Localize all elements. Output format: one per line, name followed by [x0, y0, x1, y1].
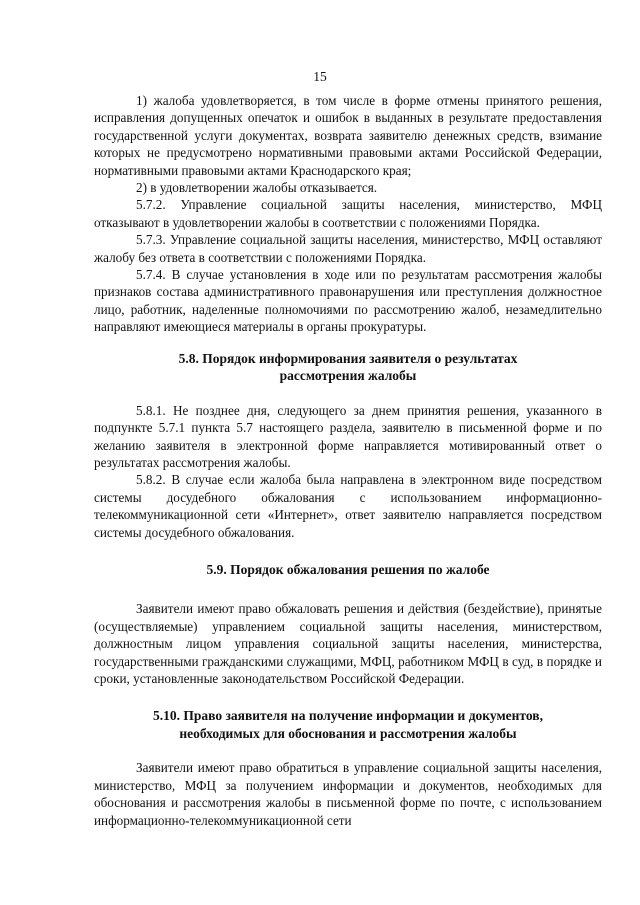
section-heading-5-10-line2: необходимых для обоснования и рассмотрения жалобы — [179, 725, 517, 741]
paragraph-572: 5.7.2. Управление социальной защиты населения, министерство, МФЦ отказывают в удовлетворении жалобы в соответствии с положениями Порядка. — [94, 197, 602, 230]
paragraph-510: Заявители имеют право обратиться в управление социальной защиты населения, министерство, МФЦ за получением информации и документов, необходимых для обоснования и рассмотрения жалобы в письменной форме по почте, с использованием информационно-телекоммуникационной сети — [94, 760, 602, 828]
paragraph-574: 5.7.4. В случае установления в ходе или по результатам рассмотрения жалобы признаков состава административного правонарушения или преступления должностное лицо, работник, наделенные полномочиями по рассмотрению жалоб, незамедлительно направляют имеющиеся материалы в органы прокуратуры. — [94, 267, 602, 335]
document-body — [94, 92, 602, 829]
paragraph-571-item-2: 2) в удовлетворении жалобы отказывается. — [136, 180, 378, 196]
paragraph-59: Заявители имеют право обжаловать решения и действия (бездействие), принятые (осуществляемые) управлением социальной защиты населения, министерством, должностным лицом управления социальной защиты населения, министерства, государственными гражданскими служащими, МФЦ, работником МФЦ в суд, в порядке и сроки, установленные законодательством Российской Федерации. — [94, 601, 602, 687]
page-number: 15 — [313, 69, 327, 84]
section-heading-5-10-line1: 5.10. Право заявителя на получение информации и документов, — [153, 708, 543, 724]
section-heading-5-9: 5.9. Порядок обжалования решения по жалобе — [206, 561, 490, 577]
section-heading-5-8-line2: рассмотрения жалобы — [279, 368, 417, 384]
section-heading-5-8 — [94, 350, 602, 385]
paragraph-573: 5.7.3. Управление социальной защиты населения, министерство, МФЦ оставляют жалобу без ответа в соответствии с положениями Порядка. — [94, 232, 602, 265]
paragraph-582: 5.8.2. В случае если жалоба была направлена в электронном виде посредством системы досудебного обжалования с использованием информационно-телекоммуникационной сети «Интернет», ответ заявителю направляется посредством системы досудебного обжалования. — [94, 472, 602, 540]
paragraph-581: 5.8.1. Не позднее дня, следующего за днем принятия решения, указанного в подпункте 5.7.1 пункта 5.7 настоящего раздела, заявителю в письменной форме и по желанию заявителя в электронной форме направляется мотивированный ответ о результатах рассмотрения жалобы. — [94, 402, 602, 470]
section-heading-5-8-line1: 5.8. Порядок информирования заявителя о результатах — [178, 350, 518, 366]
paragraph-571-item-1: 1) жалоба удовлетворяется, в том числе в форме отмены принятого решения, исправления допущенных опечаток и ошибок в выданных в результате предоставления государственной услуги документах, возврата заявителю денежных средств, взимание которых не предусмотрено нормативными правовыми актами Российской Федерации, нормативными правовыми актами Краснодарского края; — [94, 93, 602, 178]
section-heading-5-10 — [94, 707, 602, 742]
